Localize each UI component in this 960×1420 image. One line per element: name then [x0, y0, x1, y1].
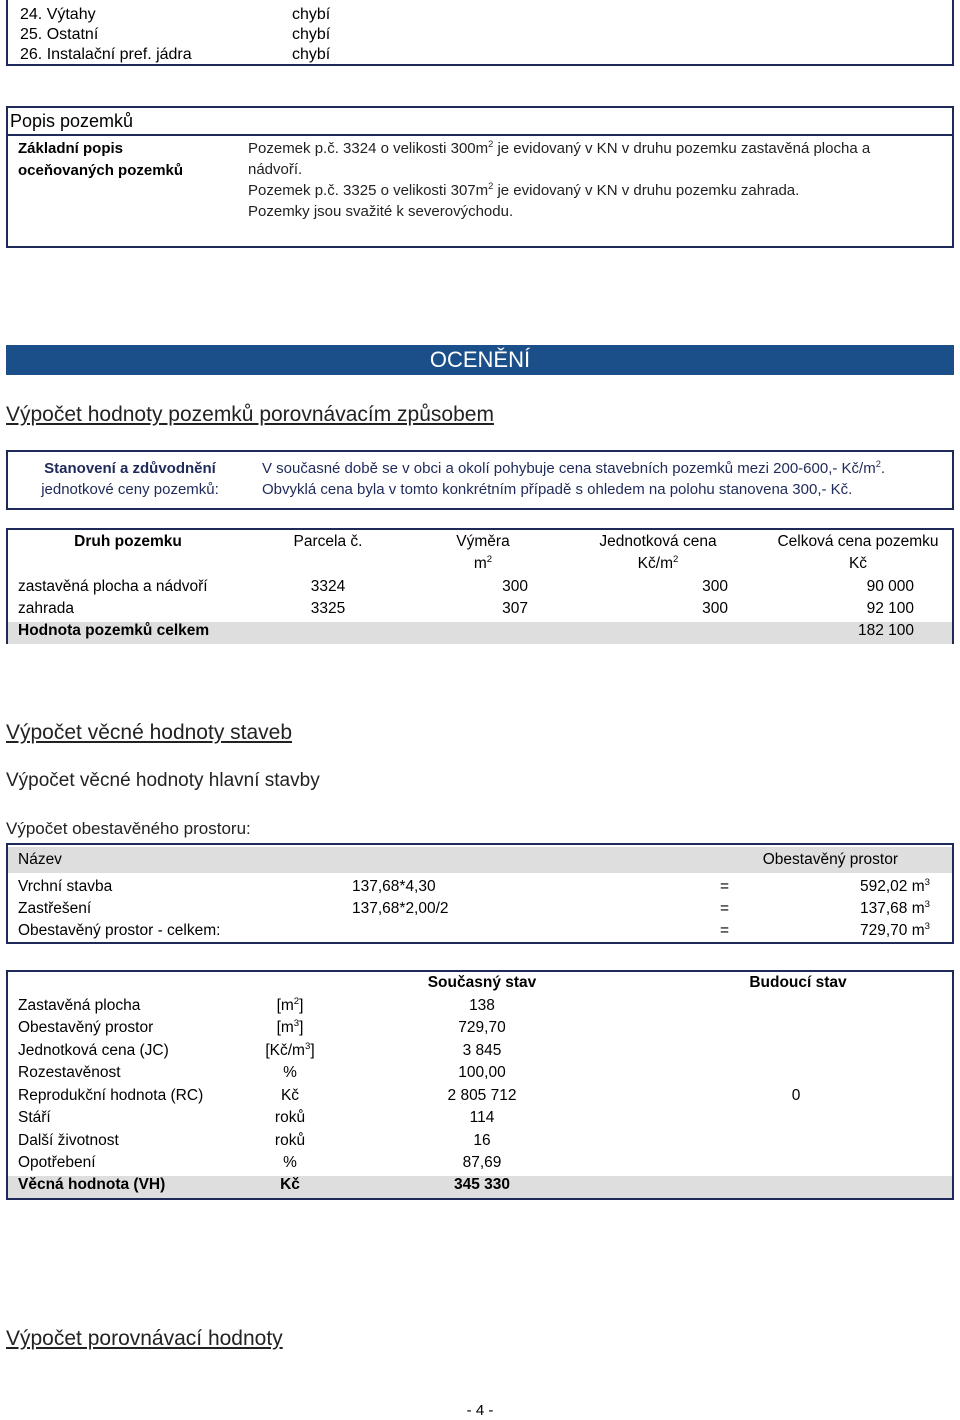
top-list-value: chybí	[292, 46, 331, 63]
top-list-item: 24. Výtahy	[20, 6, 96, 23]
header-jedn: Jednotková cena	[599, 533, 717, 550]
top-list-box	[6, 0, 954, 66]
stanoveni-box	[6, 450, 954, 510]
prostor-title: Výpočet obestavěného prostoru:	[6, 819, 251, 838]
table-row: Opotřebení % 87,69	[18, 1154, 502, 1171]
land-table-header	[8, 533, 952, 555]
table-row: Jednotková cena (JC) $[Kč/m^3]$ 3 845	[18, 1040, 502, 1059]
top-list-value: chybí	[292, 6, 331, 23]
table-row: Reprodukční hodnota (RC) Kč 2 805 712 0	[18, 1087, 801, 1104]
unit-jedn: $Kč/m^2$	[637, 553, 679, 572]
porovnavaci-pozemky-title: Výpočet hodnoty pozemků porovnávacím způsobem	[6, 403, 494, 426]
popis-title: Popis pozemků	[10, 111, 134, 131]
table-row: zahrada 3325 307 300 92 100	[18, 600, 914, 617]
table-row: Obestavěný prostor - celkem: = 729,70 $m^3$	[18, 920, 930, 939]
table-row: Zastřešení 137,68*2,00/2 = 137,68 $m^3$	[18, 898, 930, 917]
prostor-header: Název Obestavěný prostor	[8, 847, 952, 873]
table-row: zastavěná plocha a nádvoří 3324 300 300 90 000	[18, 578, 914, 595]
popis-label: Základní popis oceňovaných pozemků	[18, 140, 184, 179]
porovnavaci-hodnota-title: Výpočet porovnávací hodnoty	[6, 1327, 283, 1350]
header-parcela: Parcela č.	[293, 533, 363, 550]
land-table-units	[8, 555, 952, 577]
header-vymera: Výměra	[456, 533, 510, 550]
page-number: - 4 -	[466, 1402, 494, 1419]
unit-vymera: $m^2$	[473, 553, 493, 572]
unit-celk: Kč	[848, 555, 868, 572]
vecna-subtitle: Výpočet věcné hodnoty hlavní stavby	[6, 770, 320, 791]
table-row: Zastavěná plocha $[m^2]$ 138	[18, 995, 495, 1014]
table-row: Další životnost roků 16	[18, 1132, 491, 1149]
land-table	[6, 528, 954, 644]
table-row: Vrchní stavba 137,68*4,30 = 592,02 $m^3$	[18, 876, 930, 895]
top-list-item: 25. Ostatní	[20, 26, 99, 43]
table-row: Rozestavěnost % 100,00	[18, 1064, 506, 1081]
stav-table	[6, 970, 954, 1200]
vecna-title: Výpočet věcné hodnoty staveb	[6, 721, 293, 744]
popis-box	[6, 106, 954, 248]
land-total-row: Hodnota pozemků celkem 182 100	[8, 622, 952, 644]
stav-header: Současný stav Budoucí stav	[427, 974, 847, 991]
top-list-item: 26. Instalační pref. jádra	[20, 46, 192, 63]
prostor-table	[6, 843, 954, 944]
stanoveni-label: Stanovení a zdůvodnění jednotkové ceny pozemků:	[41, 460, 219, 498]
stav-total-row: Věcná hodnota (VH) Kč 345 330	[8, 1176, 952, 1198]
header-druh: Druh pozemku	[74, 533, 182, 550]
popis-text: Pozemek p.č. 3324 o velikosti $300m^2$ je evidovaný v KN v druhu pozemku zastavěná plocha a nádvoří. Pozemek p.č. 3325 o velikosti $307m^2$ je evidovaný v KN v druhu pozemku zahrada. Pozemky jsou svažité k severovýchodu.	[248, 139, 871, 220]
top-list-value: chybí	[292, 26, 331, 43]
table-row: Obestavěný prostor $[m^3]$ 729,70	[18, 1017, 506, 1036]
table-row: Stáří roků 114	[18, 1109, 495, 1126]
popis-divider	[8, 134, 952, 136]
stanoveni-text: V současné době se v obci a okolí pohybuje cena stavebních pozemků mezi 200-600,- $Kč/m^2$. Obvyklá cena byla v tomto konkrétním případě s ohledem na polohu stanovena 300,- Kč.	[262, 459, 886, 498]
oceneni-banner: OCENĚNÍ	[6, 345, 954, 375]
header-celk: Celková cena pozemku	[777, 533, 939, 550]
